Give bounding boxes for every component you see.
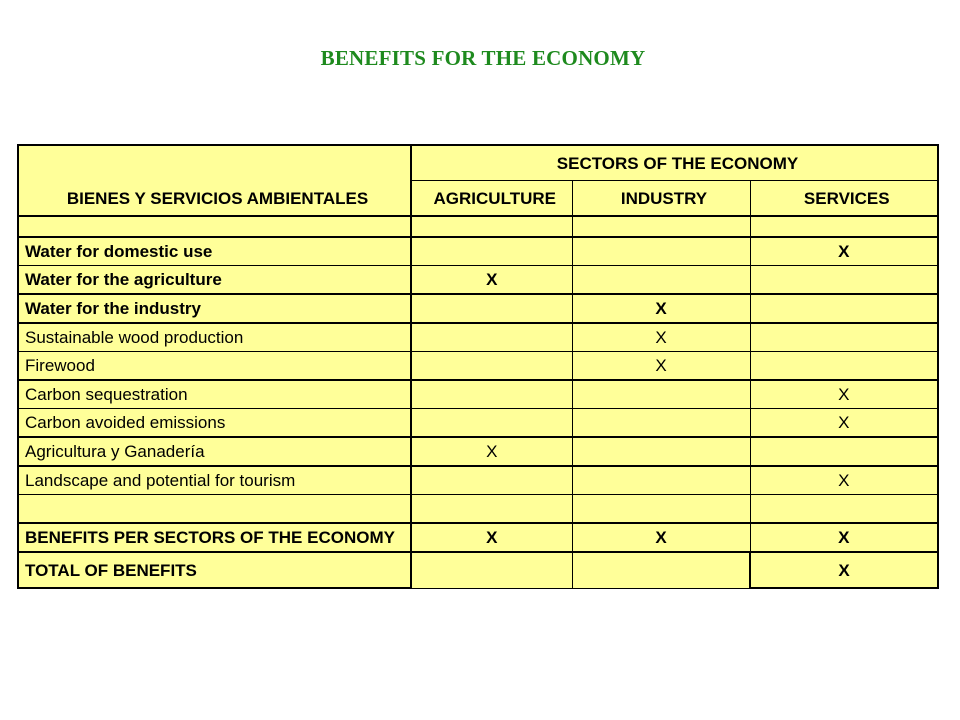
cell-industry: X — [572, 323, 750, 352]
cell-services: X — [750, 466, 938, 495]
cell-agriculture — [411, 380, 572, 409]
table-row — [18, 266, 938, 295]
table-row — [18, 352, 938, 381]
cell-agriculture — [411, 466, 572, 495]
table-row — [18, 409, 938, 438]
cell-industry — [572, 409, 750, 438]
cell-services: X — [750, 380, 938, 409]
benefits-industry: X — [572, 523, 750, 552]
total-agriculture — [411, 552, 572, 588]
row-label: Carbon avoided emissions — [18, 409, 411, 438]
column-header-agriculture: AGRICULTURE — [411, 181, 572, 217]
cell-agriculture: X — [411, 266, 572, 295]
cell-services — [750, 294, 938, 323]
cell-services — [750, 266, 938, 295]
empty-row — [18, 495, 938, 524]
cell-industry — [572, 380, 750, 409]
column-header-services: SERVICES — [750, 181, 938, 217]
total-industry — [572, 552, 750, 588]
row-label: Carbon sequestration — [18, 380, 411, 409]
cell-agriculture — [411, 294, 572, 323]
total-services: X — [750, 552, 938, 588]
benefits-label: BENEFITS PER SECTORS OF THE ECONOMY — [18, 523, 411, 552]
table-row — [18, 437, 938, 466]
column-header-industry: INDUSTRY — [572, 181, 750, 217]
cell-industry — [572, 437, 750, 466]
table-row — [18, 294, 938, 323]
cell-agriculture — [411, 323, 572, 352]
row-label: Water for domestic use — [18, 237, 411, 266]
row-label: Water for the agriculture — [18, 266, 411, 295]
benefits-row — [18, 523, 938, 552]
benefits-table — [17, 144, 939, 589]
table-row — [18, 237, 938, 266]
group-header: SECTORS OF THE ECONOMY — [411, 145, 938, 181]
spacer-row — [18, 216, 938, 237]
total-label: TOTAL OF BENEFITS — [18, 552, 411, 588]
cell-industry: X — [572, 352, 750, 381]
cell-agriculture — [411, 352, 572, 381]
cell-agriculture: X — [411, 437, 572, 466]
cell-industry — [572, 266, 750, 295]
table-row — [18, 466, 938, 495]
table-row — [18, 380, 938, 409]
benefits-services: X — [750, 523, 938, 552]
cell-agriculture — [411, 409, 572, 438]
corner-header: BIENES Y SERVICIOS AMBIENTALES — [18, 145, 411, 216]
cell-agriculture — [411, 237, 572, 266]
table-row — [18, 323, 938, 352]
cell-industry: X — [572, 294, 750, 323]
cell-services — [750, 352, 938, 381]
cell-services: X — [750, 409, 938, 438]
cell-services — [750, 437, 938, 466]
benefits-agriculture: X — [411, 523, 572, 552]
cell-services: X — [750, 237, 938, 266]
row-label: Sustainable wood production — [18, 323, 411, 352]
row-label: Water for the industry — [18, 294, 411, 323]
page-title: BENEFITS FOR THE ECONOMY — [320, 46, 646, 70]
cell-services — [750, 323, 938, 352]
header-row-top — [18, 145, 938, 181]
cell-industry — [572, 466, 750, 495]
row-label: Landscape and potential for tourism — [18, 466, 411, 495]
row-label: Firewood — [18, 352, 411, 381]
total-row — [18, 552, 938, 588]
row-label: Agricultura y Ganadería — [18, 437, 411, 466]
cell-industry — [572, 237, 750, 266]
